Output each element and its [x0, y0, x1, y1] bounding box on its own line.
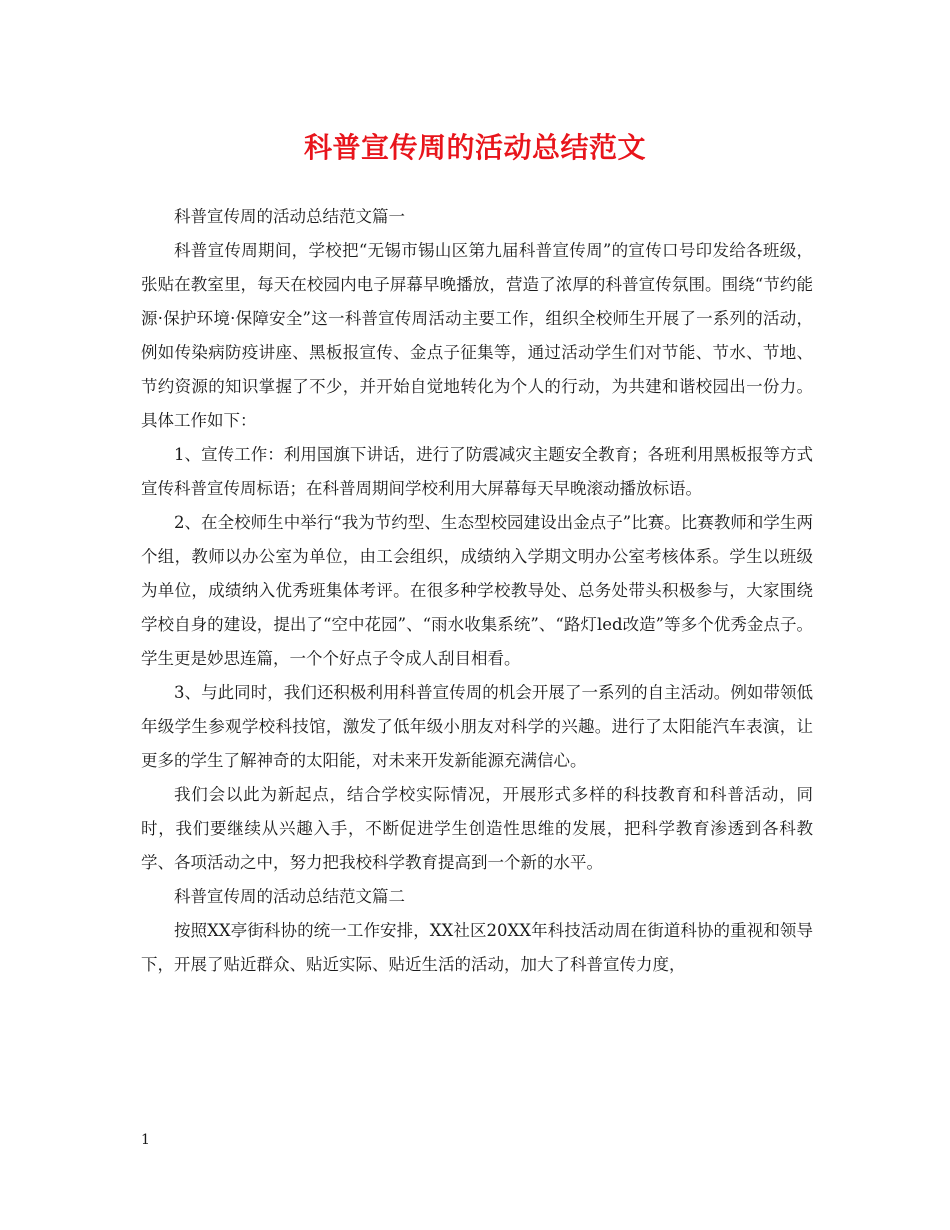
paragraph: 按照XX亭街科协的统一工作安排，XX社区20XX年科技活动周在街道科协的重视和领导下，开展了贴近群众、贴近实际、贴近生活的活动，加大了科普宣传力度， — [141, 921, 813, 974]
section-heading-1: 科普宣传周的活动总结范文篇一 — [174, 207, 405, 226]
document-body — [141, 200, 813, 982]
section-heading-2: 科普宣传周的活动总结范文篇二 — [174, 887, 405, 906]
paragraph: 2、在全校师生中举行“我为节约型、生态型校园建设出金点子”比赛。比赛教师和学生两个组，教师以办公室为单位，由工会组织，成绩纳入学期文明办公室考核体系。学生以班级为单位，成绩纳入优秀班集体考评。在很多种学校教导处、总务处带头积极参与，大家围绕学校自身的建设，提出了“空中花园”、“雨水收集系统”、“路灯led改造”等多个优秀金点子。学生更是妙思连篇，一个个好点子令成人刮目相看。 — [141, 513, 813, 668]
document-title: 科普宣传周的活动总结范文 — [303, 131, 646, 164]
page-number: 1 — [141, 1132, 150, 1148]
paragraph: 3、与此同时，我们还积极利用科普宣传周的机会开展了一系列的自主活动。例如带领低年级学生参观学校科技馆，激发了低年级小朋友对科学的兴趣。进行了太阳能汽车表演，让更多的学生了解神奇的太阳能，对未来开发新能源充满信心。 — [141, 683, 813, 770]
paragraph: 科普宣传周期间，学校把“无锡市锡山区第九届科普宣传周”的宣传口号印发给各班级，张贴在教室里，每天在校园内电子屏幕早晚播放，营造了浓厚的科普宣传氛围。围绕“节约能源·保护环境·保障安全”这一科普宣传周活动主要工作，组织全校师生开展了一系列的活动，例如传染病防疫讲座、黑板报宣传、金点子征集等，通过活动学生们对节能、节水、节地、节约资源的知识掌握了不少，并开始自觉地转化为个人的行动，为共建和谐校园出一份力。具体工作如下： — [141, 241, 813, 430]
paragraph: 1、宣传工作：利用国旗下讲话，进行了防震减灾主题安全教育；各班利用黑板报等方式宣传科普宣传周标语；在科普周期间学校利用大屏幕每天早晚滚动播放标语。 — [141, 445, 813, 498]
paragraph: 我们会以此为新起点，结合学校实际情况，开展形式多样的科技教育和科普活动，同时，我们要继续从兴趣入手，不断促进学生创造性思维的发展，把科学教育渗透到各科教学、各项活动之中，努力把我校科学教育提高到一个新的水平。 — [141, 785, 813, 872]
